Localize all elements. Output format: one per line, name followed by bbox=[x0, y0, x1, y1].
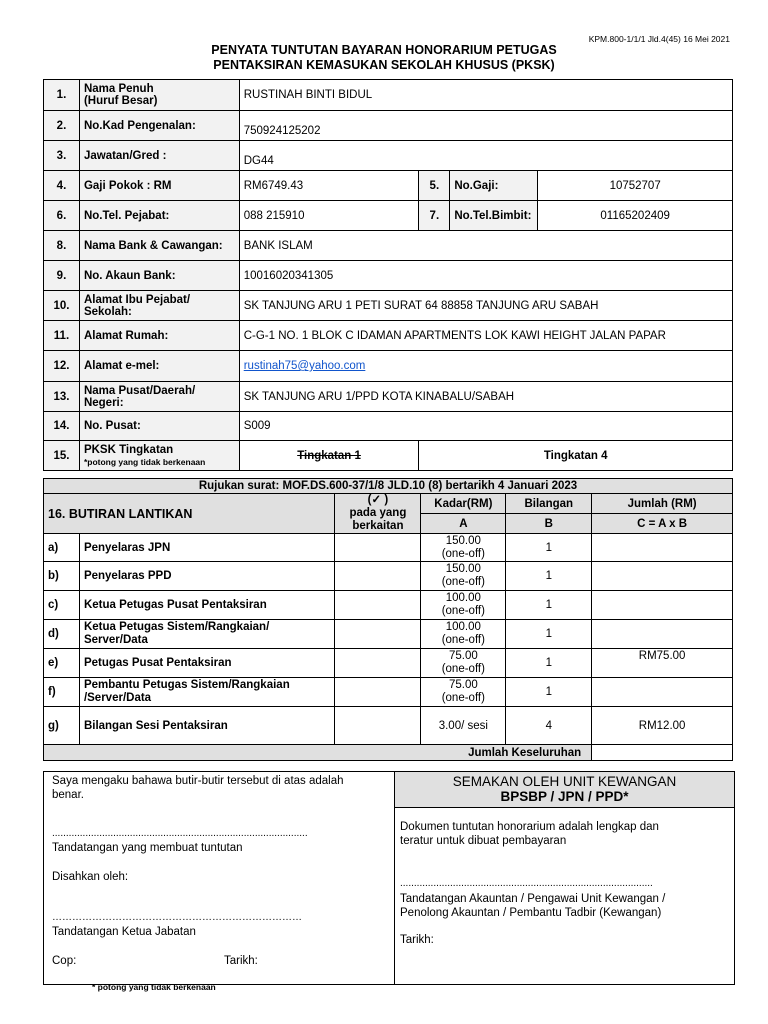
position-grade-label: Jawatan/Gred : bbox=[79, 141, 239, 171]
email-value[interactable] bbox=[239, 351, 732, 382]
row-check-cell[interactable] bbox=[335, 534, 421, 562]
row-total[interactable] bbox=[592, 678, 733, 707]
rate-header: Kadar(RM) bbox=[421, 494, 506, 514]
full-name-label: Nama Penuh (Huruf Besar) bbox=[79, 80, 239, 111]
personal-details-table bbox=[43, 79, 733, 471]
approved-by-label: Disahkan oleh: bbox=[52, 871, 129, 883]
table-row bbox=[44, 649, 733, 678]
title-line-1: PENYATA TUNTUTAN BAYARAN HONORARIUM PETUGAS bbox=[211, 43, 557, 57]
office-address-label: Alamat Ibu Pejabat/ Sekolah: bbox=[79, 291, 239, 321]
row-number: 4. bbox=[44, 171, 80, 201]
finance-signature-label: Tandatangan Akauntan / Pengawai Unit Kewangan / Penolong Akauntan / Pembantu Tadbir (Kewangan) bbox=[400, 893, 666, 919]
row-letter: e) bbox=[44, 649, 80, 678]
row-number: 11. bbox=[44, 321, 80, 351]
row-rate: 150.00 (one-off) bbox=[421, 534, 506, 562]
claimant-signature-label: Tandatangan yang membuat tuntutan bbox=[52, 842, 243, 854]
row-letter: d) bbox=[44, 620, 80, 649]
row-check-cell[interactable] bbox=[335, 620, 421, 649]
row-check-cell[interactable] bbox=[335, 707, 421, 745]
row-rate: 100.00 (one-off) bbox=[421, 591, 506, 620]
reference-letter: Rujukan surat: MOF.DS.600-37/1/8 JLD.10 (8) bertarikh 4 Januari 2023 bbox=[44, 479, 733, 494]
rate-header-a: A bbox=[421, 514, 506, 534]
row-quantity: 4 bbox=[506, 707, 592, 745]
home-address-value[interactable]: C-G-1 NO. 1 BLOK C IDAMAN APARTMENTS LOK KAWI HEIGHT JALAN PAPAR bbox=[239, 321, 732, 351]
row-description: Petugas Pusat Pentaksiran bbox=[79, 649, 335, 678]
row-total[interactable] bbox=[592, 620, 733, 649]
row-number: 3. bbox=[44, 141, 80, 171]
check-column-header: (✓ ) pada yang berkaitan bbox=[335, 494, 421, 534]
centre-value[interactable]: SK TANJUNG ARU 1/PPD KOTA KINABALU/SABAH bbox=[239, 382, 732, 412]
row-number: 6. bbox=[44, 201, 80, 231]
row-check-cell[interactable] bbox=[335, 562, 421, 591]
row-description: Bilangan Sesi Pentaksiran bbox=[79, 707, 335, 745]
row-description: Penyelaras JPN bbox=[79, 534, 335, 562]
table-row bbox=[44, 534, 733, 562]
office-phone-value[interactable]: 088 215910 bbox=[239, 201, 419, 231]
table-row bbox=[44, 707, 733, 745]
position-grade-value[interactable]: DG44 bbox=[239, 141, 732, 171]
centre-number-label: No. Pusat: bbox=[79, 412, 239, 441]
office-phone-label: No.Tel. Pejabat: bbox=[79, 201, 239, 231]
office-address-value[interactable]: SK TANJUNG ARU 1 PETI SURAT 64 88858 TANJUNG ARU SABAH bbox=[239, 291, 732, 321]
row-rate: 75.00 (one-off) bbox=[421, 649, 506, 678]
email-label: Alamat e-mel: bbox=[79, 351, 239, 382]
signature-section bbox=[43, 771, 735, 985]
row-total[interactable] bbox=[592, 562, 733, 591]
row-number: 2. bbox=[44, 111, 80, 141]
grand-total-value[interactable] bbox=[592, 745, 733, 761]
table-row bbox=[44, 591, 733, 620]
row-letter: a) bbox=[44, 534, 80, 562]
finance-heading: SEMAKAN OLEH UNIT KEWANGAN BPSBP / JPN / PPD* bbox=[452, 774, 677, 804]
salary-number-value[interactable]: 10752707 bbox=[538, 171, 733, 201]
row-number: 15. bbox=[44, 441, 80, 471]
row-number: 1. bbox=[44, 80, 80, 111]
row-description: Ketua Petugas Pusat Pentaksiran bbox=[79, 591, 335, 620]
row-quantity: 1 bbox=[506, 620, 592, 649]
row-number: 9. bbox=[44, 261, 80, 291]
row-total[interactable] bbox=[592, 591, 733, 620]
row-number: 13. bbox=[44, 382, 80, 412]
ic-number-label: No.Kad Pengenalan: bbox=[79, 111, 239, 141]
row-rate: 75.00 (one-off) bbox=[421, 678, 506, 707]
row-letter: g) bbox=[44, 707, 80, 745]
table-row bbox=[44, 678, 733, 707]
head-signature-line[interactable]: ………………………………………………………………… bbox=[52, 912, 302, 923]
basic-salary-value[interactable]: RM6749.43 bbox=[239, 171, 419, 201]
row-number: 12. bbox=[44, 351, 80, 382]
stamp-label: Cop: bbox=[52, 955, 77, 967]
row-check-cell[interactable] bbox=[335, 591, 421, 620]
finance-review bbox=[395, 772, 734, 984]
quantity-header: Bilangan bbox=[506, 494, 592, 514]
mobile-phone-label: No.Tel.Bimbit: bbox=[450, 201, 538, 231]
row-description: Pembantu Petugas Sistem/Rangkaian /Server/Data bbox=[79, 678, 335, 707]
row-quantity: 1 bbox=[506, 534, 592, 562]
form-level-label: PKSK Tingkatan *potong yang tidak berkenaan bbox=[79, 441, 239, 471]
finance-signature-line[interactable]: ........................................................................................... bbox=[400, 878, 653, 889]
row-quantity: 1 bbox=[506, 562, 592, 591]
account-number-value[interactable]: 10016020341305 bbox=[239, 261, 732, 291]
row-quantity: 1 bbox=[506, 591, 592, 620]
row-description: Ketua Petugas Sistem/Rangkaian/ Server/Data bbox=[79, 620, 335, 649]
table-row bbox=[44, 562, 733, 591]
bank-value[interactable]: BANK ISLAM bbox=[239, 231, 732, 261]
basic-salary-label: Gaji Pokok : RM bbox=[79, 171, 239, 201]
table-row bbox=[44, 620, 733, 649]
grand-total-label: Jumlah Keseluruhan bbox=[44, 745, 592, 761]
row-total[interactable]: RM12.00 bbox=[592, 707, 733, 745]
row-rate: 100.00 (one-off) bbox=[421, 620, 506, 649]
centre-label: Nama Pusat/Daerah/ Negeri: bbox=[79, 382, 239, 412]
row-quantity: 1 bbox=[506, 649, 592, 678]
form-reference: KPM.800-1/1/1 Jld.4(45) 16 Mei 2021 bbox=[588, 34, 730, 44]
claimant-signature-line[interactable]: ............................................................................................ bbox=[52, 828, 308, 839]
row-number: 8. bbox=[44, 231, 80, 261]
bank-label: Nama Bank & Cawangan: bbox=[79, 231, 239, 261]
row-rate: 150.00 (one-off) bbox=[421, 562, 506, 591]
form-level-option-1[interactable]: Tingkatan 1 bbox=[239, 441, 419, 471]
form-title bbox=[0, 43, 768, 73]
title-line-2: PENTAKSIRAN KEMASUKAN SEKOLAH KHUSUS (PKSK) bbox=[213, 58, 555, 72]
appointment-table bbox=[43, 478, 733, 761]
ic-number-value[interactable]: 750924125202 bbox=[239, 111, 732, 141]
row-quantity: 1 bbox=[506, 678, 592, 707]
row-number: 5. bbox=[419, 171, 450, 201]
row-number: 14. bbox=[44, 412, 80, 441]
quantity-header-b: B bbox=[506, 514, 592, 534]
declaration-text: Saya mengaku bahawa butir-butir tersebut di atas adalah benar. bbox=[52, 775, 344, 801]
total-header: Jumlah (RM) bbox=[592, 494, 733, 514]
salary-number-label: No.Gaji: bbox=[450, 171, 538, 201]
row-number: 10. bbox=[44, 291, 80, 321]
email-link[interactable]: rustinah75@yahoo.com bbox=[243, 360, 366, 372]
finance-statement: Dokumen tuntutan honorarium adalah lengkap dan teratur untuk dibuat pembayaran bbox=[400, 821, 659, 847]
row-total[interactable] bbox=[592, 534, 733, 562]
account-number-label: No. Akaun Bank: bbox=[79, 261, 239, 291]
row-check-cell[interactable] bbox=[335, 678, 421, 707]
head-signature-label: Tandatangan Ketua Jabatan bbox=[52, 926, 196, 938]
centre-number-value[interactable]: S009 bbox=[239, 412, 732, 441]
row-number: 7. bbox=[419, 201, 450, 231]
claimant-declaration bbox=[44, 772, 395, 984]
form-level-option-4[interactable]: Tingkatan 4 bbox=[419, 441, 733, 471]
finance-date-label: Tarikh: bbox=[400, 934, 434, 946]
row-rate: 3.00/ sesi bbox=[421, 707, 506, 745]
row-letter: f) bbox=[44, 678, 80, 707]
row-letter: c) bbox=[44, 591, 80, 620]
total-header-c: C = A x B bbox=[592, 514, 733, 534]
full-name-value[interactable]: RUSTINAH BINTI BIDUL bbox=[239, 80, 732, 111]
row-description: Penyelaras PPD bbox=[79, 562, 335, 591]
mobile-phone-value[interactable]: 01165202409 bbox=[538, 201, 733, 231]
home-address-label: Alamat Rumah: bbox=[79, 321, 239, 351]
row-letter: b) bbox=[44, 562, 80, 591]
row-total[interactable]: RM75.00 bbox=[592, 649, 733, 678]
appointment-heading: 16. BUTIRAN LANTIKAN bbox=[44, 494, 335, 534]
date-label: Tarikh: bbox=[224, 955, 258, 967]
row-check-cell[interactable] bbox=[335, 649, 421, 678]
footnote: * potong yang tidak berkenaan bbox=[92, 982, 216, 992]
